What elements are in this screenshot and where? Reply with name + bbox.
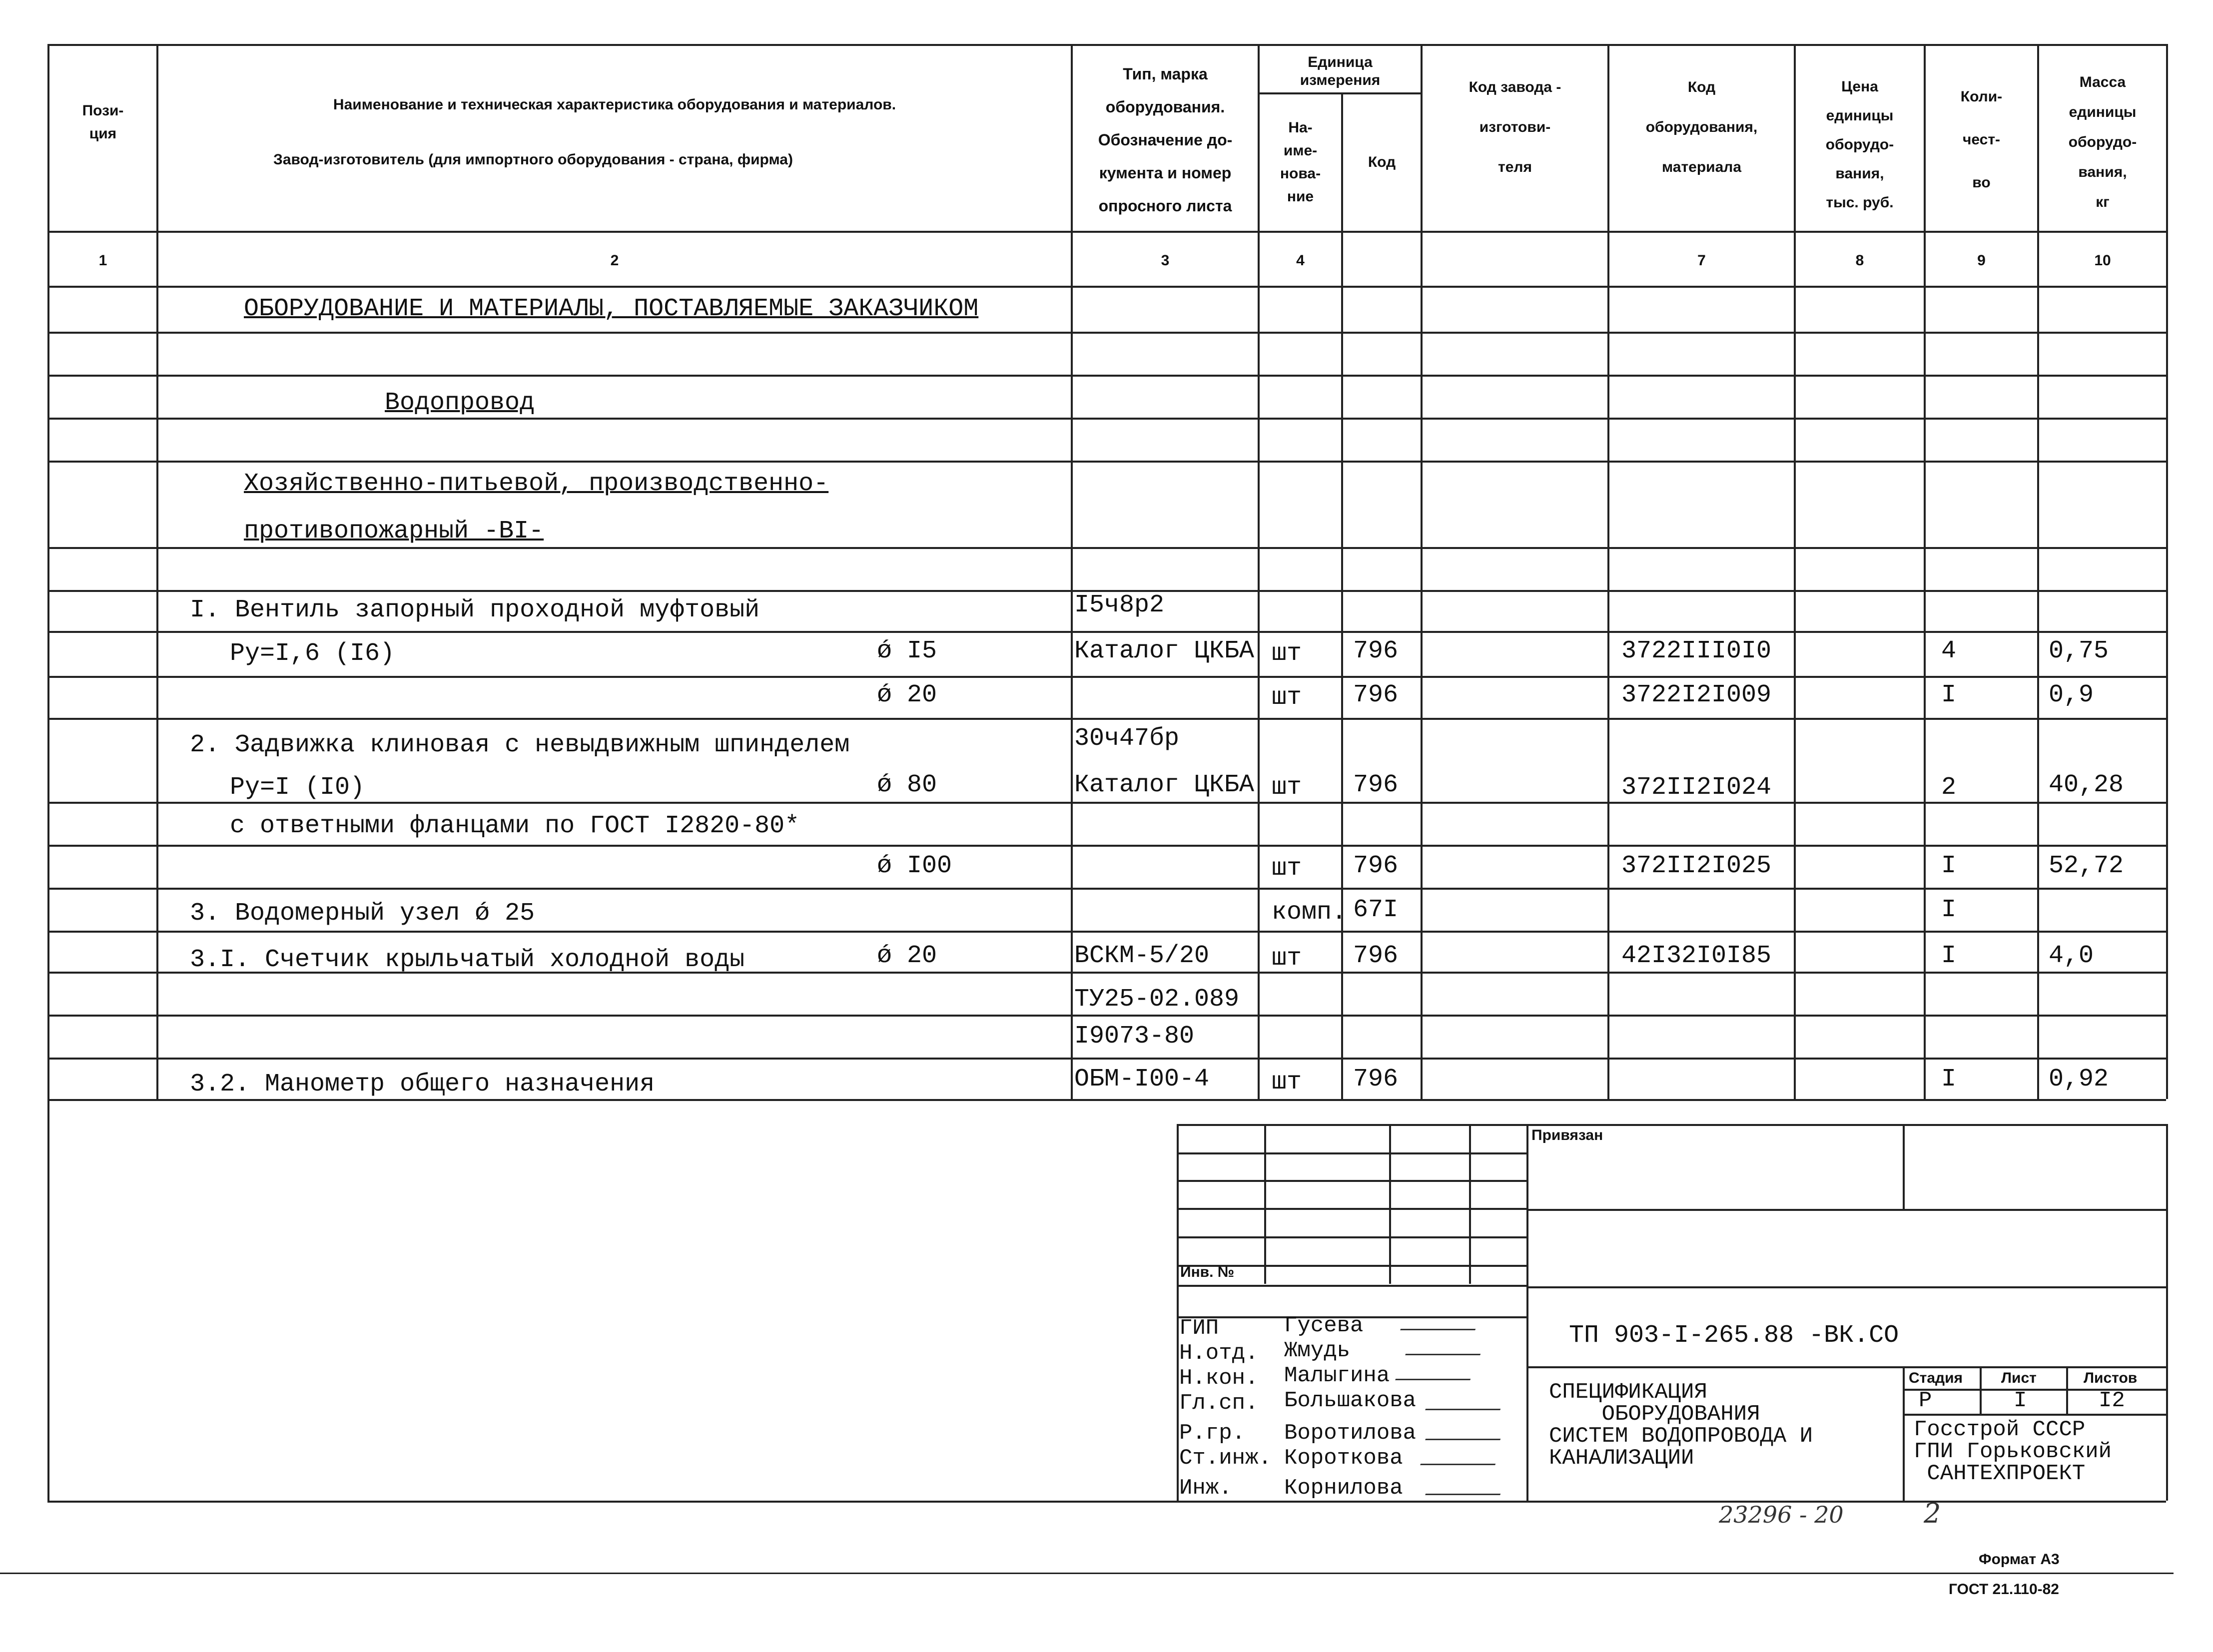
section-title: ОБОРУДОВАНИЕ И МАТЕРИАЛЫ, ПОСТАВЛЯЕМЫЕ ЗАКАЗЧИКОМ — [244, 295, 979, 323]
col-number: 3 — [1161, 252, 1170, 269]
item-unit: шт — [1272, 944, 1302, 973]
item-name: I. Вентиль запорный проходной муфтовый — [190, 596, 760, 624]
item-unit: шт — [1272, 773, 1302, 802]
sheet-value: I — [2014, 1388, 2027, 1413]
signature — [1395, 1359, 1478, 1380]
role-label: ГИП — [1179, 1316, 1219, 1341]
role-label: Гл.сп. — [1179, 1391, 1259, 1416]
document-title: СПЕЦИФИКАЦИЯ ОБОРУДОВАНИЯ СИСТЕМ ВОДОПРОВОДА И КАНАЛИЗАЦИИ — [1549, 1380, 1813, 1471]
item-unit: шт — [1272, 1068, 1302, 1097]
person-name: Корнилова — [1284, 1476, 1403, 1501]
header-mass: Масса единицы оборудо- вания, кг — [2068, 74, 2137, 210]
header-equipment-code: Код оборудования, материала — [1645, 79, 1758, 175]
col-number: 4 — [1296, 252, 1305, 269]
item-unit-code: 796 — [1353, 1065, 1399, 1094]
item-type: 30ч47бр — [1074, 724, 1180, 753]
section-subtitle: Хозяйственно-питьевой, производственно- — [244, 470, 829, 498]
person-name: Большакова — [1284, 1388, 1417, 1413]
item-code: 3722III0I0 — [1621, 637, 1772, 665]
person-name: Малыгина — [1284, 1363, 1390, 1388]
item-diameter: ǿ I00 — [877, 852, 952, 880]
format-label: Формат А3 — [1979, 1551, 2060, 1568]
item-unit: шт — [1272, 854, 1302, 883]
header-manufacturer: Завод-изготовитель (для импортного оборудования - страна, фирма) — [273, 151, 793, 168]
col-number: 10 — [2094, 252, 2111, 269]
item-mass: 52,72 — [2049, 852, 2124, 880]
item-mass: 0,9 — [2049, 681, 2094, 709]
col-number: 2 — [610, 252, 619, 269]
bottom-trim-line — [0, 1573, 2174, 1574]
sheet-label: Лист — [2001, 1370, 2037, 1386]
col-number: 8 — [1855, 252, 1864, 269]
privyazan-label: Привязан — [1531, 1127, 1603, 1143]
person-name: Гусева — [1284, 1313, 1364, 1338]
signature — [1420, 1444, 1503, 1465]
header-quantity: Коли- чест- во — [1960, 88, 2003, 191]
header-unit-code: Код — [1368, 154, 1396, 170]
sheets-value: I2 — [2099, 1388, 2125, 1413]
item-name: 3. Водомерный узел ǿ 25 — [190, 899, 535, 928]
item-mass: 0,75 — [2049, 637, 2109, 665]
item-type: ВСКМ-5/20 — [1074, 942, 1210, 970]
role-label: Н.отд. — [1179, 1341, 1259, 1366]
item-name: 3.2. Манометр общего назначения — [190, 1070, 655, 1099]
item-type: I9073-80 — [1074, 1022, 1195, 1051]
item-type: Каталог ЦКБА — [1074, 771, 1255, 799]
inventory-number-label: Инв. № — [1180, 1264, 1235, 1280]
item-qty: I — [1941, 852, 1957, 880]
item-diameter: ǿ I5 — [877, 637, 937, 665]
item-code: 372II2I025 — [1621, 852, 1772, 880]
role-label: Р.гр. — [1179, 1421, 1246, 1446]
item-qty: 2 — [1941, 773, 1957, 802]
item-qty: 4 — [1941, 637, 1957, 665]
item-diameter: ǿ 80 — [877, 771, 937, 799]
item-name: с ответными фланцами по ГОСТ I2820-80* — [230, 812, 800, 840]
signature — [1405, 1334, 1488, 1355]
item-qty: I — [1941, 896, 1957, 924]
organization: Госстрой СССР ГПИ Горьковский САНТЕХПРОЕКТ — [1914, 1417, 2112, 1486]
item-unit: шт — [1272, 639, 1302, 668]
item-code: 42I32I0I85 — [1621, 942, 1772, 970]
item-type: ОБМ-I00-4 — [1074, 1065, 1210, 1094]
item-name: 3.I. Счетчик крыльчатый холодной воды — [190, 946, 745, 974]
header-name: Наименование и техническая характеристика оборудования и материалов. — [333, 96, 896, 113]
item-unit-code: 796 — [1353, 942, 1399, 970]
header-factory-code: Код завода - изготови- теля — [1469, 79, 1561, 175]
item-code: 372II2I024 — [1621, 773, 1772, 802]
stage-value: Р — [1919, 1388, 1932, 1413]
item-type: ТУ25-02.089 — [1074, 985, 1240, 1014]
document-code: ТП 903-I-265.88 -ВК.СО — [1569, 1321, 1899, 1350]
item-qty: I — [1941, 681, 1957, 709]
item-qty: I — [1941, 942, 1957, 970]
header-type: Тип, марка оборудования. Обозначение до- кумента и номер опросного листа — [1098, 65, 1233, 215]
archive-number: 23296 - 20 — [1719, 1501, 1844, 1528]
col-number: 1 — [98, 252, 107, 269]
person-name: Воротилова — [1284, 1421, 1417, 1446]
item-unit-code: 796 — [1353, 681, 1399, 709]
role-label: Ст.инж. — [1179, 1446, 1272, 1471]
item-mass: 40,28 — [2049, 771, 2124, 799]
item-unit: комп. — [1272, 898, 1347, 927]
page-number: 2 — [1924, 1498, 1941, 1529]
col-number: 7 — [1697, 252, 1706, 269]
item-unit-code: 796 — [1353, 771, 1399, 799]
person-name: Жмудь — [1284, 1338, 1351, 1363]
item-type: Каталог ЦКБА — [1074, 637, 1255, 665]
signature — [1425, 1474, 1508, 1495]
section-subtitle: противопожарный -BI- — [244, 517, 544, 546]
person-name: Короткова — [1284, 1446, 1403, 1471]
gost-label: ГОСТ 21.110-82 — [1949, 1581, 2059, 1598]
item-diameter: ǿ 20 — [877, 942, 937, 970]
item-mass: 4,0 — [2049, 942, 2094, 970]
item-code: 3722I2I009 — [1621, 681, 1772, 709]
header-unit: Единица измерения — [1300, 53, 1381, 88]
signature — [1425, 1389, 1508, 1410]
role-label: Инж. — [1179, 1476, 1232, 1501]
section-title: Водопровод — [385, 389, 535, 417]
item-diameter: ǿ 20 — [877, 681, 937, 709]
item-unit-code: 67I — [1353, 896, 1399, 924]
header-unit-name: На- име- нова- ние — [1280, 119, 1321, 205]
item-name: Ру=I (I0) — [230, 773, 365, 802]
item-unit: шт — [1272, 683, 1302, 712]
role-label: Н.кон. — [1179, 1366, 1259, 1391]
item-name: Ру=I,6 (I6) — [230, 639, 395, 668]
item-unit-code: 796 — [1353, 637, 1399, 665]
stage-label: Стадия — [1909, 1370, 1963, 1386]
item-unit-code: 796 — [1353, 852, 1399, 880]
col-number: 9 — [1977, 252, 1986, 269]
item-qty: I — [1941, 1065, 1957, 1094]
header-position: Пози- ция — [82, 102, 124, 142]
item-name: 2. Задвижка клиновая с невыдвижным шпинделем — [190, 731, 850, 759]
signature — [1425, 1419, 1508, 1440]
signature — [1400, 1309, 1483, 1330]
item-type: I5ч8р2 — [1074, 591, 1165, 619]
header-price: Цена единицы оборудо- вания, тыс. руб. — [1825, 78, 1894, 211]
item-mass: 0,92 — [2049, 1065, 2109, 1094]
sheets-label: Листов — [2084, 1370, 2138, 1386]
